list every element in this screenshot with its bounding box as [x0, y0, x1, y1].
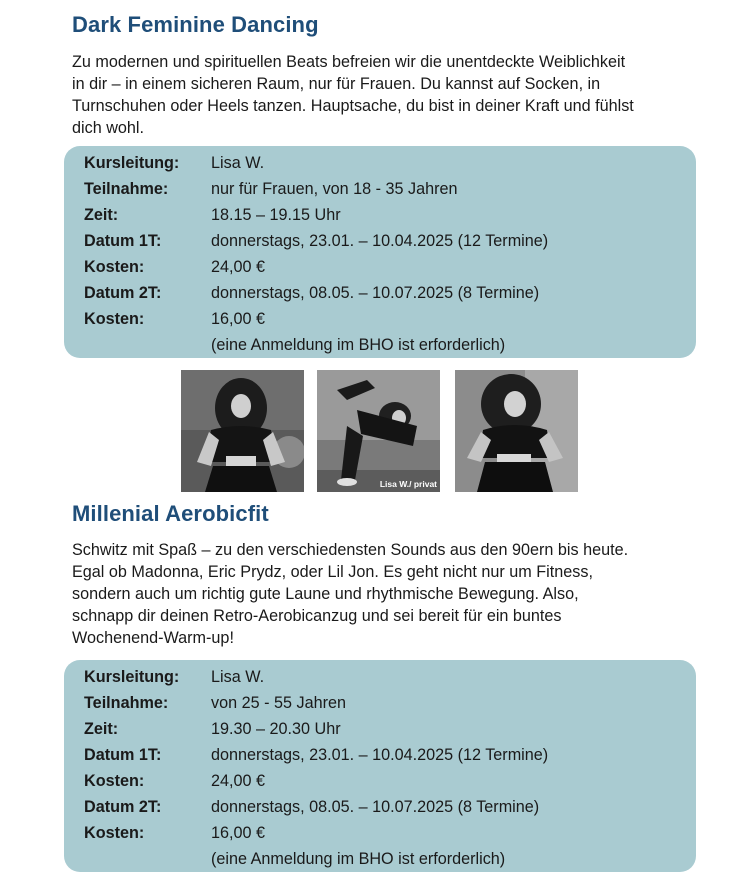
dancer-photo-image	[317, 370, 440, 492]
course-title: Dark Feminine Dancing	[72, 12, 319, 37]
info-label: Kosten:	[84, 772, 145, 790]
course-title: Millenial Aerobicfit	[72, 501, 269, 526]
dancer-photo	[455, 370, 578, 492]
description-line: Wochenend-Warm-up!	[72, 629, 234, 647]
info-label: Teilnahme:	[84, 180, 169, 198]
description-line: dich wohl.	[72, 119, 144, 137]
description-line: Egal ob Madonna, Eric Prydz, oder Lil Jon. Es geht nicht nur um Fitness,	[72, 563, 593, 581]
info-value: donnerstags, 23.01. – 10.04.2025 (12 Termine)	[211, 232, 549, 250]
course-description	[72, 539, 712, 649]
description-line: schnapp dir deinen Retro-Aerobicanzug und sei bereit für ein buntes	[72, 607, 562, 625]
course-description	[72, 51, 712, 139]
info-label: Datum 1T:	[84, 746, 162, 764]
photo-credit: Lisa W./ privat	[379, 479, 437, 489]
info-value: 16,00 €	[211, 824, 266, 842]
info-label: Kosten:	[84, 310, 145, 328]
dancer-photo-image	[455, 370, 578, 492]
info-value: 18.15 – 19.15 Uhr	[211, 206, 341, 224]
dancer-photo	[181, 370, 304, 492]
info-label: Datum 2T:	[84, 284, 162, 302]
info-value: nur für Frauen, von 18 - 35 Jahren	[211, 180, 458, 198]
course-info-box	[64, 146, 696, 358]
info-value: von 25 - 55 Jahren	[211, 694, 346, 712]
description-line: Turnschuhen oder Heels tanzen. Hauptsache, du bist in deiner Kraft und fühlst	[72, 97, 634, 115]
description-line: in dir – in einem sicheren Raum, nur für Frauen. Du kannst auf Socken, in	[72, 75, 601, 93]
info-value: (eine Anmeldung im BHO ist erforderlich)	[211, 850, 506, 868]
description-line: Zu modernen und spirituellen Beats befreien wir die unentdeckte Weiblichkeit	[72, 53, 626, 71]
info-value: Lisa W.	[211, 154, 265, 172]
course-info-box	[64, 660, 696, 872]
dancer-photo-image	[181, 370, 304, 492]
info-label: Zeit:	[84, 206, 119, 224]
info-value: (eine Anmeldung im BHO ist erforderlich)	[211, 336, 506, 354]
info-value: 16,00 €	[211, 310, 266, 328]
description-line: sondern auch um richtig gute Laune und rhythmische Bewegung. Also,	[72, 585, 579, 603]
info-label: Kursleitung:	[84, 668, 180, 686]
info-value: 24,00 €	[211, 772, 266, 790]
info-value: donnerstags, 08.05. – 10.07.2025 (8 Termine)	[211, 798, 540, 816]
info-label: Kosten:	[84, 258, 145, 276]
info-label: Datum 1T:	[84, 232, 162, 250]
info-value: donnerstags, 08.05. – 10.07.2025 (8 Termine)	[211, 284, 540, 302]
dancer-photo	[317, 370, 440, 492]
info-label: Zeit:	[84, 720, 119, 738]
info-label: Teilnahme:	[84, 694, 169, 712]
info-value: Lisa W.	[211, 668, 265, 686]
info-label: Datum 2T:	[84, 798, 162, 816]
info-label: Kosten:	[84, 824, 145, 842]
info-value: 24,00 €	[211, 258, 266, 276]
description-line: Schwitz mit Spaß – zu den verschiedensten Sounds aus den 90ern bis heute.	[72, 541, 629, 559]
info-label: Kursleitung:	[84, 154, 180, 172]
info-value: donnerstags, 23.01. – 10.04.2025 (12 Termine)	[211, 746, 549, 764]
info-value: 19.30 – 20.30 Uhr	[211, 720, 341, 738]
